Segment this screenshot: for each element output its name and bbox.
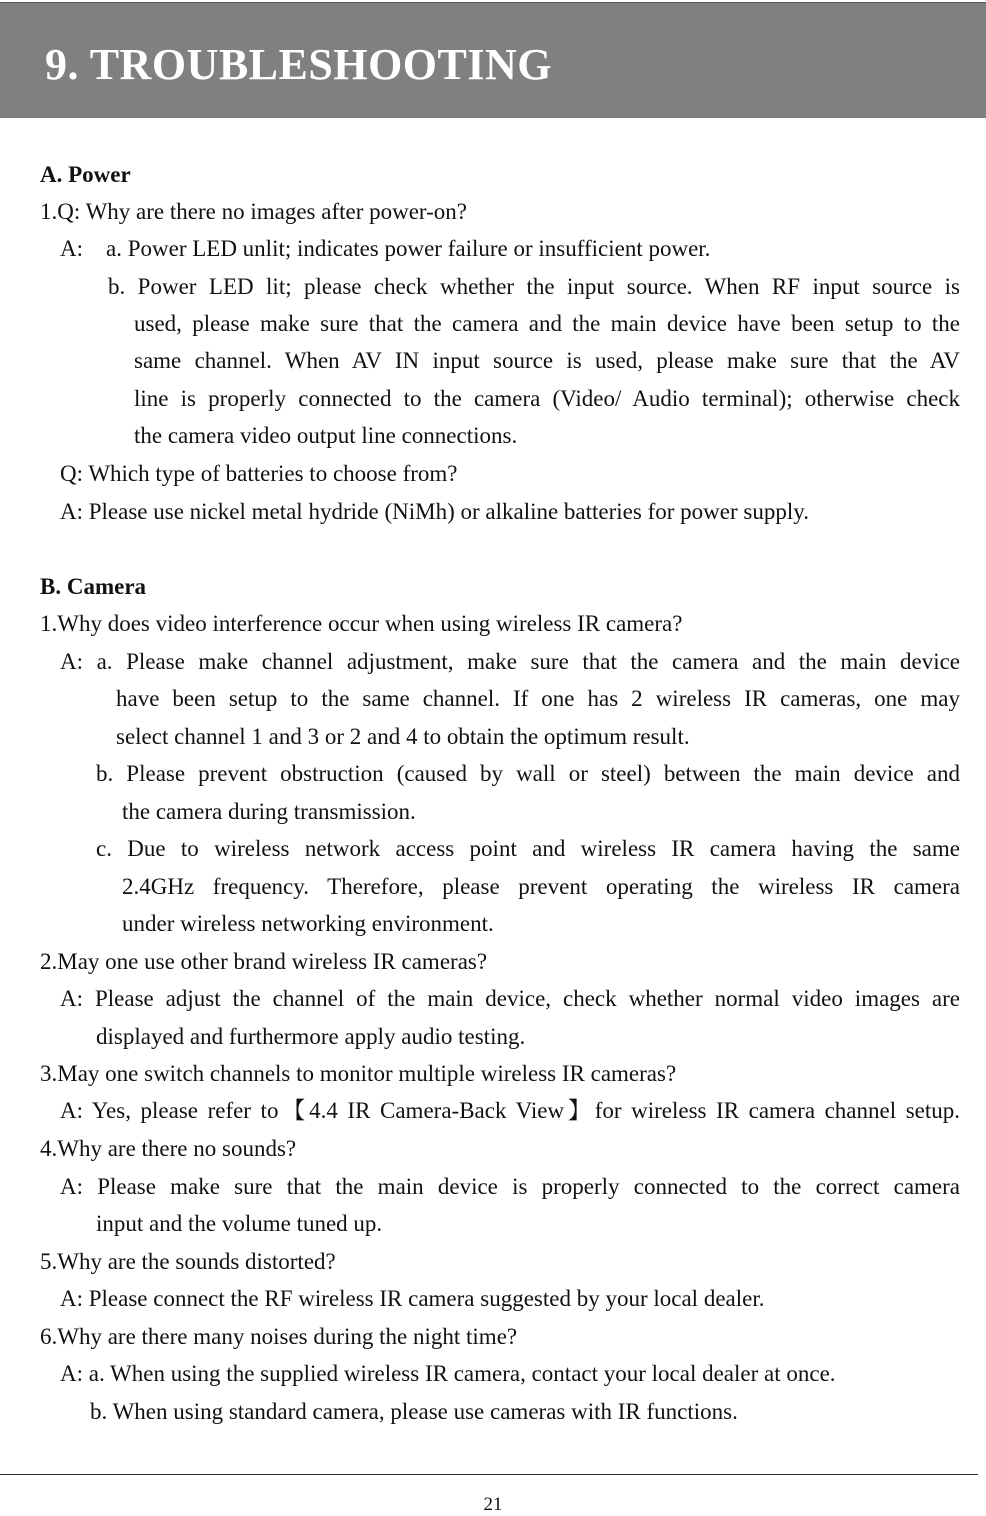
answer-line: c. Due to wireless network access point and wireless IR camera having the same bbox=[96, 836, 960, 861]
answer-line: input and the volume tuned up. bbox=[96, 1211, 383, 1236]
answer-line: b. Power LED lit; please check whether the input source. When RF input source is bbox=[108, 274, 960, 299]
page-number: 21 bbox=[483, 1494, 503, 1515]
question-line: 4.Why are there no sounds? bbox=[40, 1136, 297, 1161]
question-line: 1.Q: Why are there no images after power-on? bbox=[40, 199, 467, 224]
answer-line: A: a. When using the supplied wireless IR camera, contact your local dealer at once. bbox=[60, 1361, 836, 1386]
question-line: 6.Why are there many noises during the night time? bbox=[40, 1324, 518, 1349]
question-line: 5.Why are the sounds distorted? bbox=[40, 1249, 336, 1274]
answer-line: displayed and furthermore apply audio testing. bbox=[96, 1024, 526, 1049]
answer-line: the camera during transmission. bbox=[122, 799, 416, 824]
page-title: 9. TROUBLESHOOTING bbox=[45, 40, 552, 89]
answer-line: b. Please prevent obstruction (caused by wall or steel) between the main device and bbox=[96, 761, 960, 786]
answer-line: used, please make sure that the camera and the main device have been setup to the bbox=[134, 311, 960, 336]
answer-line: under wireless networking environment. bbox=[122, 911, 494, 936]
answer-line: the camera video output line connections. bbox=[134, 423, 518, 448]
footer-divider bbox=[0, 1474, 978, 1475]
answer-line: line is properly connected to the camera (Video/ Audio terminal); otherwise check bbox=[134, 386, 960, 411]
answer-line: A: Please use nickel metal hydride (NiMh) or alkaline batteries for power supply. bbox=[60, 499, 809, 524]
answer-line: b. When using standard camera, please use cameras with IR functions. bbox=[90, 1399, 738, 1424]
answer-line: 2.4GHz frequency. Therefore, please prevent operating the wireless IR camera bbox=[122, 874, 960, 899]
section-heading-camera: B. Camera bbox=[40, 574, 147, 599]
answer-line: A: a. Please make channel adjustment, make sure that the camera and the main device bbox=[60, 649, 960, 674]
answer-line: A: a. Power LED unlit; indicates power failure or insufficient power. bbox=[60, 236, 711, 261]
answer-line: select channel 1 and 3 or 2 and 4 to obtain the optimum result. bbox=[116, 724, 690, 749]
answer-line: A: Please adjust the channel of the main device, check whether normal video images are bbox=[60, 986, 960, 1011]
question-line: 3.May one switch channels to monitor multiple wireless IR cameras? bbox=[40, 1061, 677, 1086]
answer-line: A: Please make sure that the main device is properly connected to the correct camera bbox=[60, 1174, 960, 1199]
question-line: 2.May one use other brand wireless IR cameras? bbox=[40, 949, 488, 974]
answer-line: A: Yes, please refer to【4.4 IR Camera-Back View】for wireless IR camera channel setup. bbox=[60, 1098, 960, 1123]
section-heading-power: A. Power bbox=[40, 162, 131, 187]
answer-line: same channel. When AV IN input source is used, please make sure that the AV bbox=[134, 348, 960, 373]
question-line: 1.Why does video interference occur when using wireless IR camera? bbox=[40, 611, 683, 636]
question-line: Q: Which type of batteries to choose from? bbox=[60, 461, 458, 486]
answer-line: have been setup to the same channel. If one has 2 wireless IR cameras, one may bbox=[116, 686, 960, 711]
section-title-banner bbox=[0, 2, 986, 118]
answer-line: A: Please connect the RF wireless IR camera suggested by your local dealer. bbox=[60, 1286, 765, 1311]
